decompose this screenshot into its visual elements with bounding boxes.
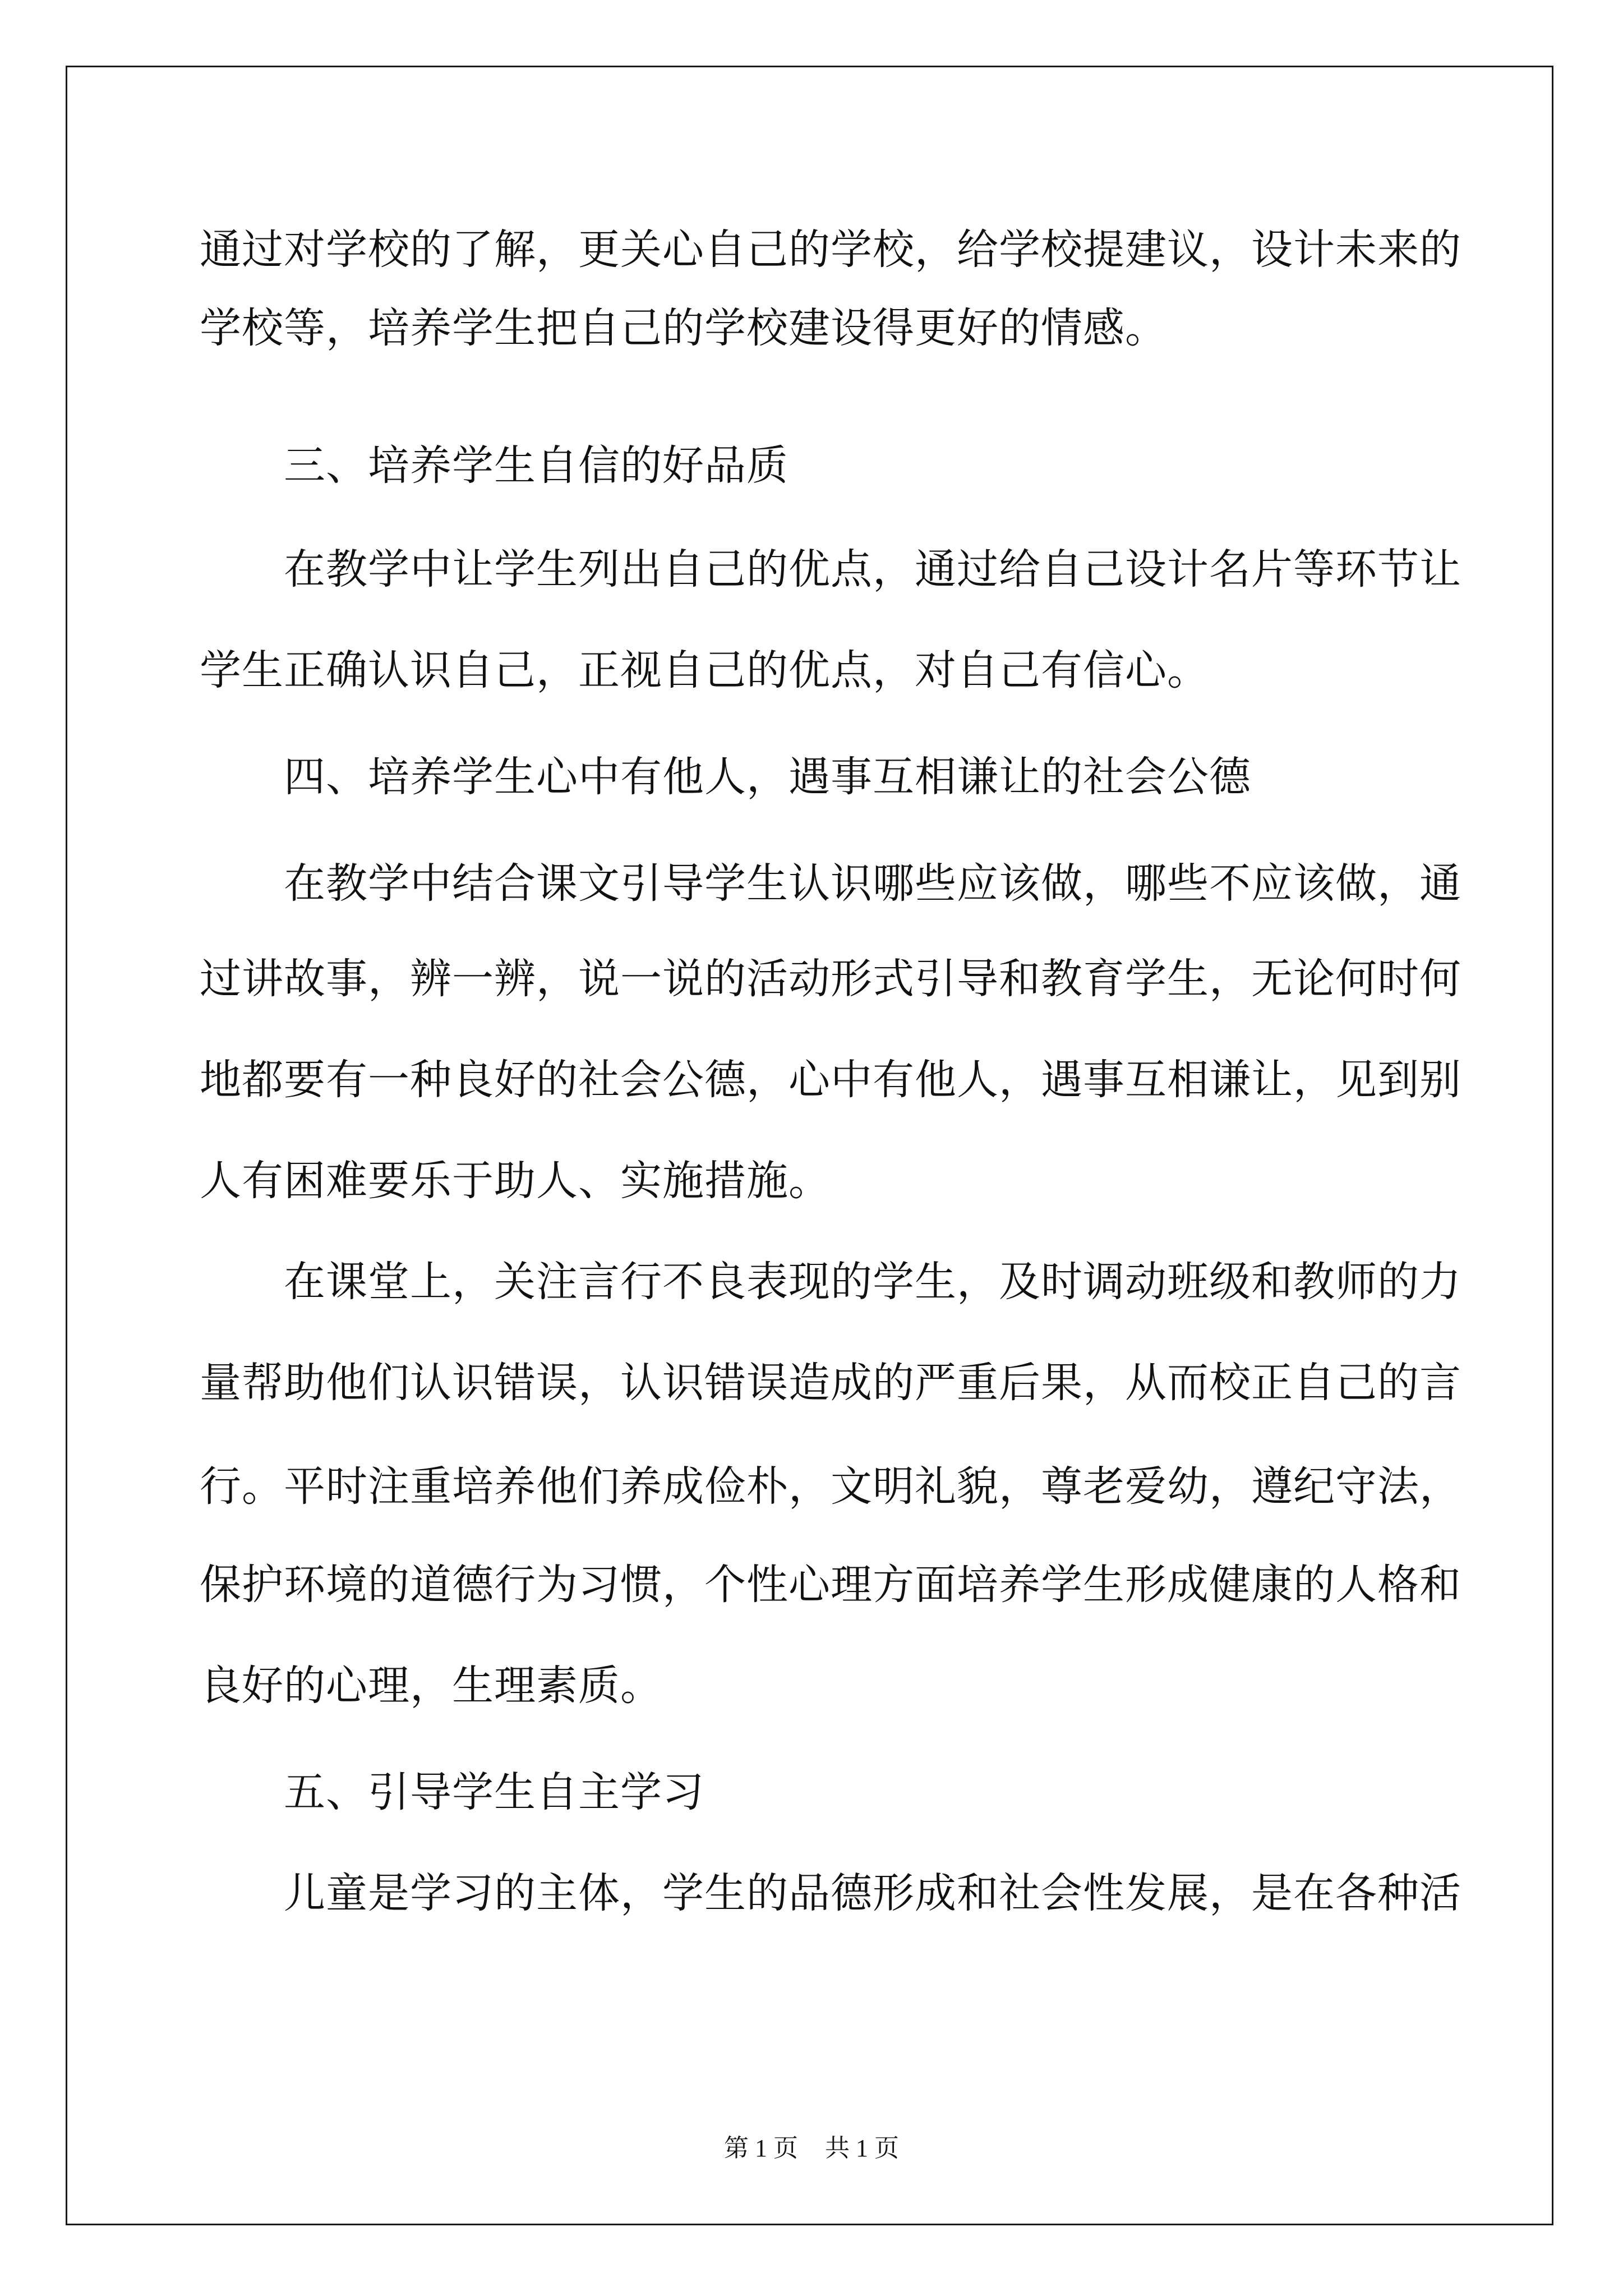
text-line: 在课堂上，关注言行不良表现的学生，及时调动班级和教师的力	[284, 1258, 1461, 1306]
total-pages: 共 1 页	[825, 2134, 899, 2162]
text-line: 在教学中让学生列出自己的优点，通过给自己设计名片等环节让	[284, 545, 1461, 593]
text-line: 学校等，培养学生把自己的学校建设得更好的情感。	[200, 304, 1167, 352]
text-line: 量帮助他们认识错误，认识错误造成的严重后果，从而校正自己的言	[200, 1359, 1461, 1407]
text-line: 人有困难要乐于助人、实施措施。	[200, 1157, 831, 1205]
section-heading: 三、培养学生自信的好品质	[284, 441, 789, 490]
text-line: 保护环境的道德行为习惯，个性心理方面培养学生形成健康的人格和	[200, 1561, 1461, 1609]
page-footer	[0, 2132, 1623, 2165]
text-line: 过讲故事，辨一辨，说一说的活动形式引导和教育学生，无论何时何	[200, 955, 1461, 1003]
text-line: 地都要有一种良好的社会公德，心中有他人，遇事互相谦让，见到别	[200, 1056, 1461, 1104]
page-number: 第 1 页	[724, 2134, 798, 2162]
text-line: 儿童是学习的主体，学生的品德形成和社会性发展，是在各种活	[284, 1869, 1461, 1917]
text-line: 通过对学校的了解，更关心自己的学校，给学校提建议，设计未来的	[200, 226, 1461, 274]
section-heading: 四、培养学生心中有他人，遇事互相谦让的社会公德	[284, 753, 1251, 801]
text-line: 行。平时注重培养他们养成俭朴，文明礼貌，尊老爱幼，遵纪守法，	[200, 1462, 1461, 1511]
text-line: 学生正确认识自己，正视自己的优点，对自己有信心。	[200, 646, 1209, 694]
section-heading: 五、引导学生自主学习	[284, 1768, 704, 1816]
text-line: 良好的心理，生理素质。	[200, 1662, 662, 1710]
text-line: 在教学中结合课文引导学生认识哪些应该做，哪些不应该做，通	[284, 859, 1461, 908]
